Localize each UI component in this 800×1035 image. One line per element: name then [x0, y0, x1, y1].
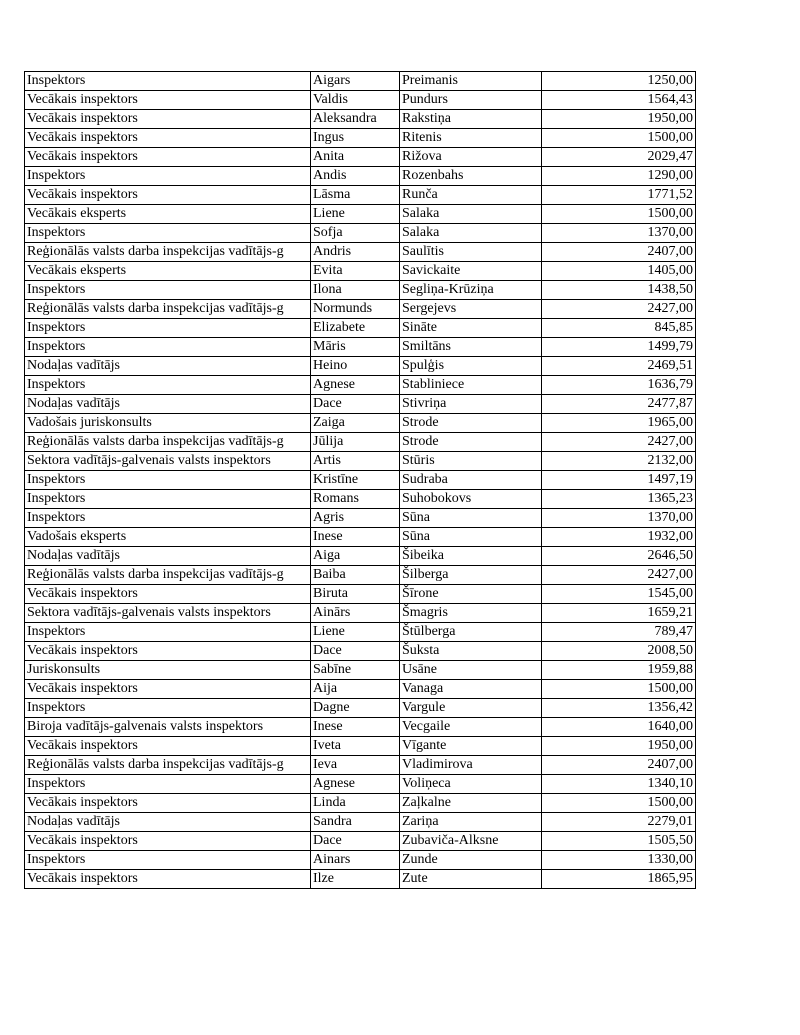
salary-cell: 1340,10	[542, 775, 696, 794]
last-name-cell: Zubaviča-Alksne	[400, 832, 542, 851]
last-name-cell: Sergejevs	[400, 300, 542, 319]
table-row	[25, 490, 696, 509]
first-name-cell: Romans	[311, 490, 400, 509]
last-name-cell: Smiltāns	[400, 338, 542, 357]
table-row	[25, 623, 696, 642]
salary-cell: 1370,00	[542, 509, 696, 528]
salary-cell: 1932,00	[542, 528, 696, 547]
first-name-cell: Dace	[311, 832, 400, 851]
table-row	[25, 832, 696, 851]
salary-cell: 1950,00	[542, 110, 696, 129]
last-name-cell: Vīgante	[400, 737, 542, 756]
table-row	[25, 509, 696, 528]
table-row	[25, 699, 696, 718]
first-name-cell: Biruta	[311, 585, 400, 604]
table-row	[25, 186, 696, 205]
position-cell: Inspektors	[25, 281, 311, 300]
salary-cell: 1965,00	[542, 414, 696, 433]
first-name-cell: Māris	[311, 338, 400, 357]
position-cell: Inspektors	[25, 699, 311, 718]
position-cell: Sektora vadītājs-galvenais valsts inspektors	[25, 604, 311, 623]
last-name-cell: Štūlberga	[400, 623, 542, 642]
table-row	[25, 338, 696, 357]
first-name-cell: Andris	[311, 243, 400, 262]
first-name-cell: Zaiga	[311, 414, 400, 433]
first-name-cell: Liene	[311, 623, 400, 642]
table-row	[25, 642, 696, 661]
table-row	[25, 775, 696, 794]
position-cell: Sektora vadītājs-galvenais valsts inspektors	[25, 452, 311, 471]
salary-table-body	[25, 72, 696, 889]
last-name-cell: Savickaite	[400, 262, 542, 281]
first-name-cell: Artis	[311, 452, 400, 471]
last-name-cell: Ritenis	[400, 129, 542, 148]
salary-cell: 2427,00	[542, 433, 696, 452]
last-name-cell: Stivriņa	[400, 395, 542, 414]
salary-cell: 1505,50	[542, 832, 696, 851]
position-cell: Vecākais inspektors	[25, 585, 311, 604]
salary-cell: 2427,00	[542, 566, 696, 585]
table-row	[25, 433, 696, 452]
salary-cell: 1500,00	[542, 129, 696, 148]
position-cell: Reģionālās valsts darba inspekcijas vadītājs-g	[25, 243, 311, 262]
first-name-cell: Sabīne	[311, 661, 400, 680]
first-name-cell: Iveta	[311, 737, 400, 756]
last-name-cell: Voliņeca	[400, 775, 542, 794]
position-cell: Vecākais inspektors	[25, 832, 311, 851]
position-cell: Vadošais juriskonsults	[25, 414, 311, 433]
first-name-cell: Inese	[311, 718, 400, 737]
position-cell: Nodaļas vadītājs	[25, 395, 311, 414]
table-row	[25, 452, 696, 471]
position-cell: Nodaļas vadītājs	[25, 547, 311, 566]
salary-cell: 1636,79	[542, 376, 696, 395]
position-cell: Vecākais inspektors	[25, 794, 311, 813]
first-name-cell: Ainars	[311, 851, 400, 870]
first-name-cell: Lāsma	[311, 186, 400, 205]
table-row	[25, 661, 696, 680]
table-row	[25, 528, 696, 547]
salary-cell: 2407,00	[542, 243, 696, 262]
position-cell: Nodaļas vadītājs	[25, 813, 311, 832]
table-row	[25, 167, 696, 186]
first-name-cell: Agnese	[311, 775, 400, 794]
first-name-cell: Ingus	[311, 129, 400, 148]
last-name-cell: Šuksta	[400, 642, 542, 661]
position-cell: Reģionālās valsts darba inspekcijas vadītājs-g	[25, 566, 311, 585]
last-name-cell: Saulītis	[400, 243, 542, 262]
salary-cell: 845,85	[542, 319, 696, 338]
position-cell: Inspektors	[25, 376, 311, 395]
first-name-cell: Ilze	[311, 870, 400, 889]
salary-cell: 1250,00	[542, 72, 696, 91]
table-row	[25, 756, 696, 775]
table-row	[25, 129, 696, 148]
last-name-cell: Vargule	[400, 699, 542, 718]
position-cell: Nodaļas vadītājs	[25, 357, 311, 376]
position-cell: Inspektors	[25, 319, 311, 338]
first-name-cell: Valdis	[311, 91, 400, 110]
salary-cell: 2427,00	[542, 300, 696, 319]
last-name-cell: Stabliniece	[400, 376, 542, 395]
table-row	[25, 737, 696, 756]
table-row	[25, 414, 696, 433]
salary-cell: 2469,51	[542, 357, 696, 376]
salary-cell: 1545,00	[542, 585, 696, 604]
last-name-cell: Pundurs	[400, 91, 542, 110]
last-name-cell: Zariņa	[400, 813, 542, 832]
position-cell: Vecākais inspektors	[25, 129, 311, 148]
last-name-cell: Šmagris	[400, 604, 542, 623]
first-name-cell: Ainārs	[311, 604, 400, 623]
first-name-cell: Sandra	[311, 813, 400, 832]
last-name-cell: Zaļkalne	[400, 794, 542, 813]
last-name-cell: Runča	[400, 186, 542, 205]
position-cell: Vecākais inspektors	[25, 680, 311, 699]
table-row	[25, 547, 696, 566]
salary-cell: 2279,01	[542, 813, 696, 832]
first-name-cell: Agris	[311, 509, 400, 528]
position-cell: Vecākais inspektors	[25, 642, 311, 661]
table-row	[25, 794, 696, 813]
table-row	[25, 813, 696, 832]
last-name-cell: Rakstiņa	[400, 110, 542, 129]
last-name-cell: Rižova	[400, 148, 542, 167]
position-cell: Vecākais inspektors	[25, 110, 311, 129]
position-cell: Vecākais inspektors	[25, 91, 311, 110]
position-cell: Inspektors	[25, 167, 311, 186]
salary-cell: 1438,50	[542, 281, 696, 300]
salary-cell: 1497,19	[542, 471, 696, 490]
table-row	[25, 851, 696, 870]
table-row	[25, 471, 696, 490]
first-name-cell: Jūlija	[311, 433, 400, 452]
first-name-cell: Ilona	[311, 281, 400, 300]
position-cell: Vecākais inspektors	[25, 186, 311, 205]
first-name-cell: Elizabete	[311, 319, 400, 338]
last-name-cell: Salaka	[400, 224, 542, 243]
position-cell: Inspektors	[25, 851, 311, 870]
last-name-cell: Salaka	[400, 205, 542, 224]
last-name-cell: Stūris	[400, 452, 542, 471]
last-name-cell: Sūna	[400, 528, 542, 547]
last-name-cell: Vecgaile	[400, 718, 542, 737]
salary-cell: 1659,21	[542, 604, 696, 623]
first-name-cell: Dagne	[311, 699, 400, 718]
first-name-cell: Liene	[311, 205, 400, 224]
first-name-cell: Dace	[311, 642, 400, 661]
salary-cell: 1370,00	[542, 224, 696, 243]
salary-cell: 789,47	[542, 623, 696, 642]
first-name-cell: Aiga	[311, 547, 400, 566]
salary-cell: 1950,00	[542, 737, 696, 756]
position-cell: Reģionālās valsts darba inspekcijas vadītājs-g	[25, 300, 311, 319]
last-name-cell: Suhobokovs	[400, 490, 542, 509]
salary-cell: 1500,00	[542, 205, 696, 224]
position-cell: Vecākais inspektors	[25, 870, 311, 889]
last-name-cell: Preimanis	[400, 72, 542, 91]
position-cell: Vecākais eksperts	[25, 262, 311, 281]
salary-cell: 2132,00	[542, 452, 696, 471]
last-name-cell: Segliņa-Krūziņa	[400, 281, 542, 300]
table-row	[25, 224, 696, 243]
first-name-cell: Andis	[311, 167, 400, 186]
table-row	[25, 376, 696, 395]
table-row	[25, 243, 696, 262]
table-row	[25, 148, 696, 167]
position-cell: Vecākais inspektors	[25, 148, 311, 167]
salary-cell: 1330,00	[542, 851, 696, 870]
position-cell: Reģionālās valsts darba inspekcijas vadītājs-g	[25, 756, 311, 775]
first-name-cell: Heino	[311, 357, 400, 376]
last-name-cell: Strode	[400, 433, 542, 452]
salary-cell: 1564,43	[542, 91, 696, 110]
last-name-cell: Strode	[400, 414, 542, 433]
salary-cell: 1356,42	[542, 699, 696, 718]
table-row	[25, 604, 696, 623]
position-cell: Inspektors	[25, 471, 311, 490]
table-row	[25, 300, 696, 319]
table-row	[25, 870, 696, 889]
last-name-cell: Zunde	[400, 851, 542, 870]
first-name-cell: Linda	[311, 794, 400, 813]
salary-cell: 1640,00	[542, 718, 696, 737]
table-row	[25, 680, 696, 699]
table-row	[25, 395, 696, 414]
table-row	[25, 262, 696, 281]
table-row	[25, 718, 696, 737]
first-name-cell: Dace	[311, 395, 400, 414]
position-cell: Vecākais eksperts	[25, 205, 311, 224]
salary-cell: 1771,52	[542, 186, 696, 205]
position-cell: Inspektors	[25, 72, 311, 91]
last-name-cell: Šibeika	[400, 547, 542, 566]
position-cell: Vadošais eksperts	[25, 528, 311, 547]
last-name-cell: Usāne	[400, 661, 542, 680]
salary-cell: 2029,47	[542, 148, 696, 167]
salary-cell: 1865,95	[542, 870, 696, 889]
table-row	[25, 357, 696, 376]
position-cell: Biroja vadītājs-galvenais valsts inspektors	[25, 718, 311, 737]
salary-cell: 1500,00	[542, 680, 696, 699]
salary-cell: 1499,79	[542, 338, 696, 357]
salary-cell: 1500,00	[542, 794, 696, 813]
salary-cell: 1959,88	[542, 661, 696, 680]
salary-cell: 1290,00	[542, 167, 696, 186]
last-name-cell: Sūna	[400, 509, 542, 528]
salary-cell: 2008,50	[542, 642, 696, 661]
first-name-cell: Aleksandra	[311, 110, 400, 129]
position-cell: Inspektors	[25, 338, 311, 357]
last-name-cell: Spulģis	[400, 357, 542, 376]
last-name-cell: Sudraba	[400, 471, 542, 490]
position-cell: Reģionālās valsts darba inspekcijas vadītājs-g	[25, 433, 311, 452]
first-name-cell: Kristīne	[311, 471, 400, 490]
position-cell: Inspektors	[25, 623, 311, 642]
table-row	[25, 319, 696, 338]
first-name-cell: Normunds	[311, 300, 400, 319]
table-row	[25, 205, 696, 224]
table-row	[25, 585, 696, 604]
table-row	[25, 72, 696, 91]
position-cell: Inspektors	[25, 775, 311, 794]
salary-cell: 2646,50	[542, 547, 696, 566]
table-row	[25, 566, 696, 585]
first-name-cell: Aija	[311, 680, 400, 699]
position-cell: Vecākais inspektors	[25, 737, 311, 756]
position-cell: Inspektors	[25, 490, 311, 509]
first-name-cell: Baiba	[311, 566, 400, 585]
table-row	[25, 91, 696, 110]
position-cell: Inspektors	[25, 509, 311, 528]
last-name-cell: Rozenbahs	[400, 167, 542, 186]
salary-cell: 2407,00	[542, 756, 696, 775]
last-name-cell: Šilberga	[400, 566, 542, 585]
first-name-cell: Agnese	[311, 376, 400, 395]
salary-cell: 1365,23	[542, 490, 696, 509]
first-name-cell: Sofja	[311, 224, 400, 243]
first-name-cell: Anita	[311, 148, 400, 167]
last-name-cell: Sināte	[400, 319, 542, 338]
first-name-cell: Ieva	[311, 756, 400, 775]
last-name-cell: Vanaga	[400, 680, 542, 699]
last-name-cell: Šīrone	[400, 585, 542, 604]
last-name-cell: Zute	[400, 870, 542, 889]
salary-cell: 2477,87	[542, 395, 696, 414]
first-name-cell: Inese	[311, 528, 400, 547]
first-name-cell: Aigars	[311, 72, 400, 91]
last-name-cell: Vladimirova	[400, 756, 542, 775]
table-row	[25, 281, 696, 300]
first-name-cell: Evita	[311, 262, 400, 281]
salary-table	[24, 71, 696, 889]
salary-cell: 1405,00	[542, 262, 696, 281]
table-row	[25, 110, 696, 129]
position-cell: Juriskonsults	[25, 661, 311, 680]
position-cell: Inspektors	[25, 224, 311, 243]
